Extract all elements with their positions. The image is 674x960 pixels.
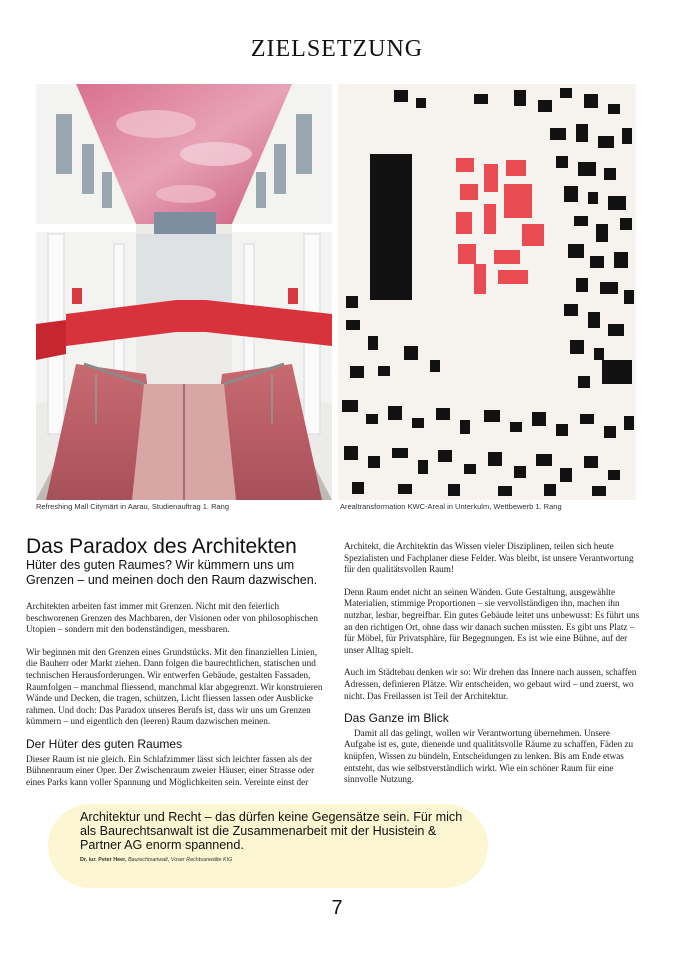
paragraph-4: Architekt, die Architektin das Wissen vieler Disziplinen, teilen sich heute Spezialisten und Fachplaner diese Felder. Was bleibt, ist unsere Verantwortung für den qualitätsvollen Raum! — [344, 541, 634, 575]
quote-author — [80, 857, 232, 863]
quote-author-name: Dr. iur. Peter Heer, — [80, 857, 127, 863]
article-headline: Das Paradox des Architekten — [26, 535, 297, 558]
quote-text: Architektur und Recht – das dürfen keine Gegensätze sein. Für mich als Baurechtsanwalt ist die Zusammenarbeit mit der Husistein & Partner AG enorm spannend. — [80, 810, 463, 852]
paragraph-1: Architekten arbeiten fast immer mit Grenzen. Nicht mit den feierlich beschworenen Grenzen des Machbaren, der Visionen oder von philosophischen Utopien – sondern mit den bodenständigen, messbaren. — [26, 601, 318, 635]
article-subheadline: Hüter des guten Raumes? Wir kümmern uns um Grenzen – und meinen doch den Raum dazwischen. — [26, 558, 318, 587]
page-number: 7 — [331, 897, 343, 919]
mall-interior-photo — [36, 84, 332, 500]
right-text-column — [344, 541, 640, 797]
left-image-caption: Refreshing Mall Citymärt in Aarau, Studienauftrag 1. Rang — [36, 502, 230, 511]
paragraph-2: Wir beginnen mit den Grenzen eines Grundstücks. Mit den finanziellen Linien, die Bauherr oder Markt ziehen. Dann folgen die baurechtlichen, statischen und technischen Herausforderungen. Wir entwerfen Gebäude, gestalten Fassaden, Raumfolgen – manchmal fliessend, manchmal klar abgegrenzt. Wir konstruieren Wände und Decken, die tragen, schützen, Licht fliessen lassen oder Ausblicke rahmen. Und doch: Das Paradox unseres Berufs ist, dass wir uns um Grenzen kümmern – und eigentlich den (leeren) Raum dazwischen meinen. — [26, 646, 323, 727]
paragraph-6: Auch im Städtebau denken wir so: Wir drehen das Innere nach aussen, schaffen Adressen, definieren Plätze. Wir entscheiden, wo gebaut wird – und zuerst, wo nicht. Das Freilassen ist Teil der Architektur. — [344, 667, 637, 701]
paragraph-5: Denn Raum endet nicht an seinen Wänden. Gute Gestaltung, ausgewählte Materialien, stimmige Proportionen – sie vervollständigen ihn, machen ihn nutzbar, lesbar, begreifbar. Ein gutes Gebäude leitet uns unbewusst: Es führt uns an den richtigen Ort, ohne dass wir danach suchen müssten. Es gibt uns Platz – für Möbel, für Privatsphäre, für Begegnungen. Es ist wie eine Bühne, auf der unser Alltag spielt. — [344, 586, 640, 655]
page-title: ZIELSETZUNG — [250, 36, 424, 62]
right-image-caption: Arealtransformation KWC-Areal in Unterkulm, Wettbewerb 1. Rang — [340, 502, 562, 511]
section-heading-hueter: Der Hüter des guten Raumes — [26, 736, 183, 751]
site-plan-image — [338, 84, 636, 500]
section-heading-ganze: Das Ganze im Blick — [344, 711, 449, 726]
paragraph-3: Dieser Raum ist nie gleich. Ein Schlafzimmer lässt sich leichter fassen als der Bühnenraum einer Oper. Der Zwischenraum zweier Häuser, einer Strasse oder eines Parks kann voller Spannung und Möglichkeiten sein. Vereinte einst der — [26, 753, 315, 787]
paragraph-7: Damit all das gelingt, wollen wir Verantwortung übernehmen. Unsere Aufgabe ist es, gute, dienende und qualitätsvolle Räume zu schaffen, Fäden zu knüpfen, Wissen zu bündeln, Entscheidungen zu lenken. Bis am Ende etwas entsteht, das wie selbstverständlich wirkt. Wie ein schöner Raum für eine sinnvolle Nutzung. — [344, 727, 634, 785]
left-text-column — [26, 601, 328, 799]
quote-author-role: Baurechtsanwalt, Voser Rechtsanwälte KIG — [127, 857, 233, 863]
